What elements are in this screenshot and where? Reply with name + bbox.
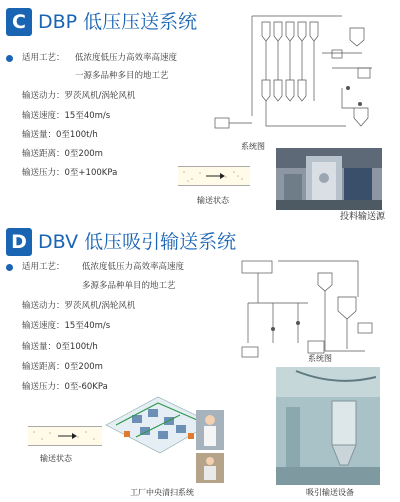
flow-dots-icon	[28, 427, 102, 445]
flow-dots-icon	[178, 167, 250, 185]
spec-distance: 输送距离：0至200m	[22, 149, 103, 159]
spec-power: 输送动力：罗茨风机/涡轮风机	[22, 91, 136, 101]
spec-application-line1: 低浓度低压力高效率高速度	[75, 53, 178, 63]
spec-volume: 输送量：0至100t/h	[22, 342, 98, 352]
feeding-source-caption: 投料输送源	[340, 212, 386, 222]
suction-equipment-photo	[276, 367, 380, 485]
spec-speed: 输送速度：15至40m/s	[22, 111, 111, 121]
spec-application-line2: 多源多品种单目的地工艺	[82, 281, 176, 291]
flow-state-caption: 输送状态	[197, 196, 229, 205]
spec-distance: 输送距离：0至200m	[22, 362, 103, 372]
spec-pressure: 输送压力：0至-60KPa	[22, 382, 108, 392]
spec-application-line1: 低浓度低压力高效率高速度	[82, 262, 185, 272]
spec-power: 输送动力：罗茨风机/涡轮风机	[22, 301, 136, 311]
spec-volume: 输送量：0至100t/h	[22, 130, 98, 140]
flow-state-illustration	[178, 166, 250, 186]
section-badge-c: C	[6, 8, 32, 36]
worker-photo-top	[196, 410, 224, 450]
flow-state-illustration	[28, 426, 102, 446]
section-title-dbp: DBP 低压压送系统	[38, 11, 198, 33]
suction-equipment-caption: 吸引输送设备	[306, 488, 354, 497]
system-diagram-caption: 系统图	[308, 354, 332, 363]
bullet-icon	[6, 55, 13, 62]
worker-photo-bottom	[196, 453, 224, 483]
spec-pressure: 输送压力：0至+100KPa	[22, 168, 118, 178]
bullet-icon	[6, 264, 13, 271]
section-badge-d: D	[6, 228, 32, 256]
spec-application-line2: 一源多品种多目的地工艺	[75, 71, 169, 81]
section-title-dbv: DBV 低压吸引输送系统	[38, 231, 237, 253]
spec-application-label: 适用工艺：	[22, 262, 65, 272]
spec-speed: 输送速度：15至40m/s	[22, 321, 111, 331]
section-dbv	[0, 225, 400, 502]
section-dbp	[0, 0, 400, 225]
flow-state-caption: 输送状态	[40, 454, 72, 463]
factory-cleaning-caption: 工厂中央清扫系统	[130, 488, 194, 497]
feeding-source-photo	[276, 148, 382, 210]
system-diagram-dbp	[212, 8, 382, 138]
system-diagram-caption: 系统图	[241, 142, 265, 151]
spec-application-label: 适用工艺：	[22, 53, 65, 63]
